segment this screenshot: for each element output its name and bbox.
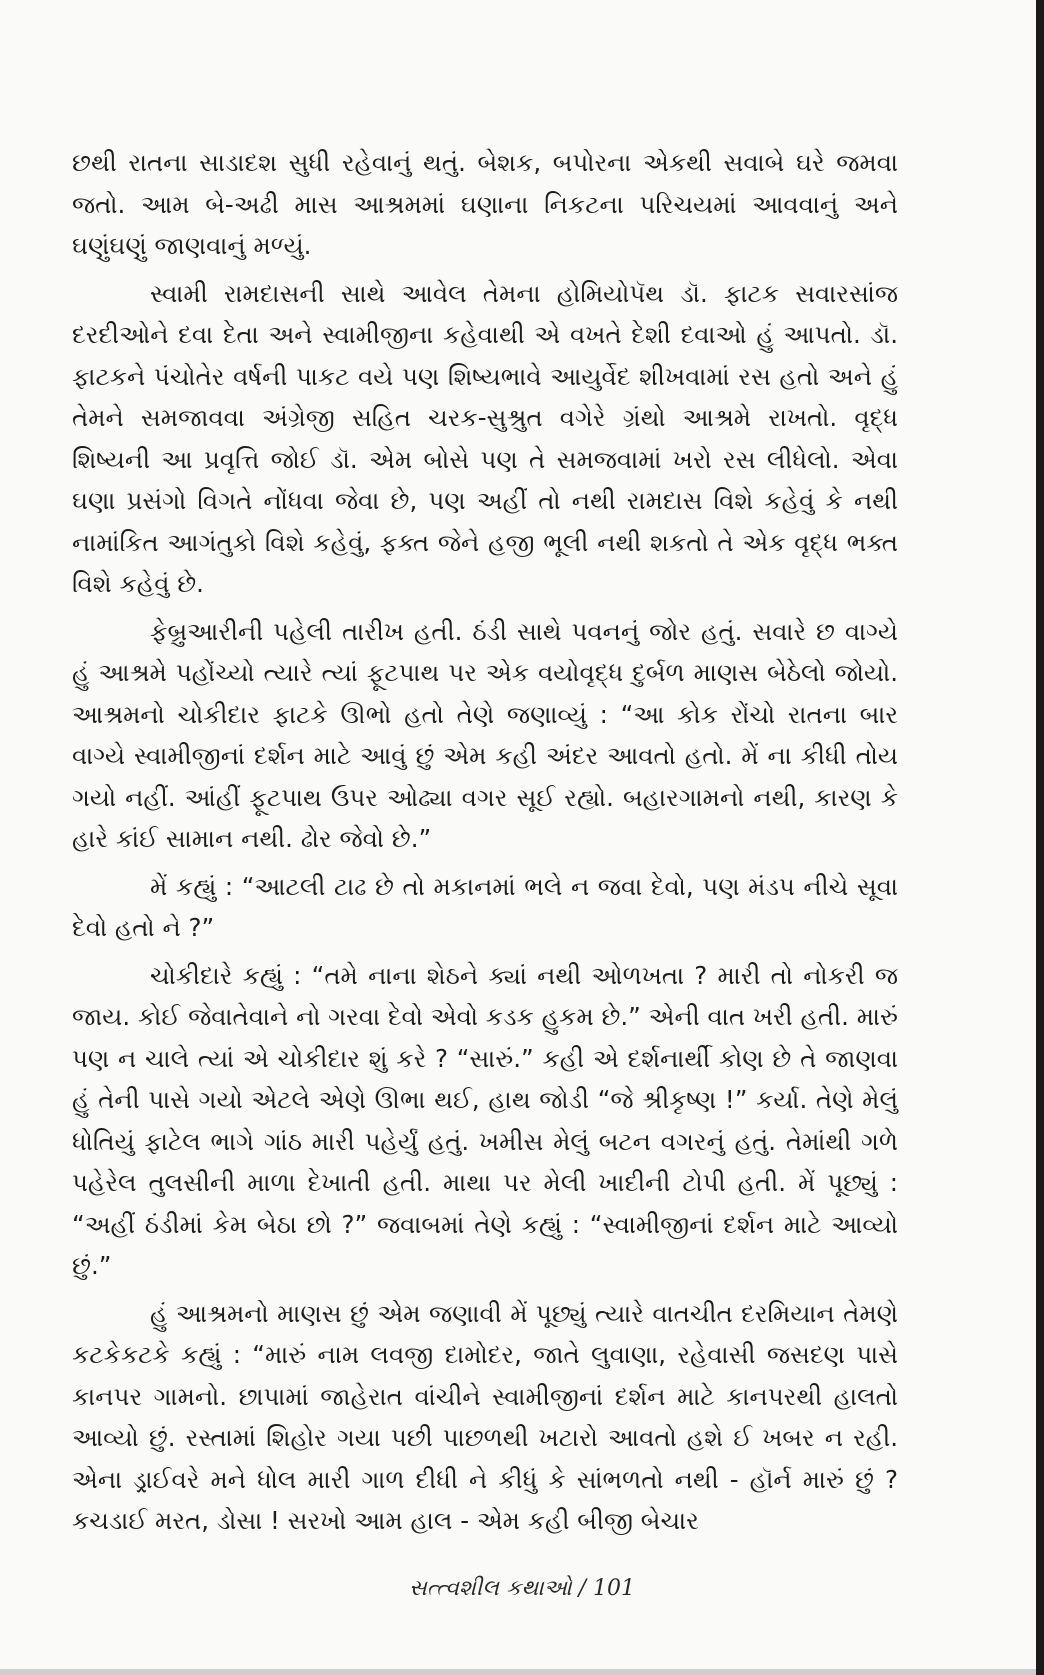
paragraph-3: ફેબ્રુઆરીની પહેલી તારીખ હતી. ઠંડી સાથે પવનનું જોર હતું. સવારે છ વાગ્યે હું આશ્રમે પહોંચ્યો ત્યારે ત્યાં ફૂટપાથ પર એક વયોવૃદ્ધ દુર્બળ માણસ બેઠેલો જોયો. આશ્રમનો ચોકીદાર ફાટકે ઊભો હતો તેણે જણાવ્યું : “આ કોક રોંચો રાતના બાર વાગ્યે સ્વામીજીનાં દર્શન માટે આવું છું એમ કહી અંદર આવતો હતો. મેં ના કીધી તોય ગયો નહીં. આંહીં ફૂટપાથ ઉપર ઓઢ્યા વગર સૂઈ રહ્યો. બહારગામનો નથી, કારણ કે હારે કાંઈ સામાન નથી. ઢોર જેવો છે.” bbox=[72, 616, 898, 853]
paragraph-4: મેં કહ્યું : “આટલી ટાઢ છે તો મકાનમાં ભલે ન જવા દેવો, પણ મંડપ નીચે સૂવા દેવો હતો ને ?” bbox=[72, 871, 898, 942]
paragraph-1: છથી રાતના સાડાદશ સુધી રહેવાનું થતું. બેશક, બપોરના એકથી સવાબે ઘરે જમવા જતો. આમ બે-અઢી માસ આશ્રમમાં ઘણાના નિકટના પરિચયમાં આવવાનું અને ઘણુંઘણું જાણવાનું મળ્યું. bbox=[72, 148, 898, 260]
page-footer: સત્ત્વશીલ કથાઓ / 101 bbox=[409, 1576, 635, 1601]
paragraph-2: સ્વામી રામદાસની સાથે આવેલ તેમના હોમિયોપૅથ ડૉ. ફાટક સવારસાંજ દરદીઓને દવા દેતા અને સ્વામીજીના કહેવાથી એ વખતે દેશી દવાઓ હું આપતો. ડૉ. ફાટકને પંચોતેર વર્ષની પાકટ વયે પણ શિષ્યભાવે આયુર્વેદ શીખવામાં રસ હતો અને હું તેમને સમજાવવા અંગ્રેજી સહિત ચરક-સુશ્રુત વગેરે ગ્રંથો આશ્રમે રાખતો. વૃદ્ધ શિષ્યની આ પ્રવૃત્તિ જોઈ ડૉ. એમ બોસે પણ તે સમજવામાં ખરો રસ લીધેલો. એવા ઘણા પ્રસંગો વિગતે નોંધવા જેવા છે, પણ અહીં તો નથી રામદાસ વિશે કહેવું કે નથી નામાંકિત આગંતુકો વિશે કહેવું, ફક્ત જેને હજી ભૂલી નથી શકતો તે એક વૃદ્ધ ભક્ત વિશે કહેવું છે. bbox=[72, 278, 898, 598]
paragraph-5: ચોકીદારે કહ્યું : “તમે નાના શેઠને ક્યાં નથી ઓળખતા ? મારી તો નોકરી જ જાય. કોઈ જેવાતેવાને નો ગરવા દેવો એવો કડક હુકમ છે.” એની વાત ખરી હતી. મારું પણ ન ચાલે ત્યાં એ ચોકીદાર શું કરે ? “સારું.” કહી એ દર્શનાર્થી કોણ છે તે જાણવા હું તેની પાસે ગયો એટલે એણે ઊભા થઈ, હાથ જોડી “જે શ્રીકૃષ્ણ !” કર્યા. તેણે મેલું ધોતિયું ફાટેલ ભાગે ગાંઠ મારી પહેર્યું હતું. ખમીસ મેલું બટન વગરનું હતું. તેમાંથી ગળે પહેરેલ તુલસીની માળા દેખાતી હતી. માથા પર મેલી ખાદીની ટોપી હતી. મેં પૂછ્યું : “અહીં ઠંડીમાં કેમ બેઠા છો ?” જવાબમાં તેણે કહ્યું : “સ્વામીજીનાં દર્શન માટે આવ્યો છું.” bbox=[72, 960, 898, 1280]
paragraph-6: હું આશ્રમનો માણસ છું એમ જણાવી મેં પૂછ્યું ત્યારે વાતચીત દરમિયાન તેમણે કટકેકટકે કહ્યું : “મારું નામ લવજી દામોદર, જાતે લુવાણા, રહેવાસી જસદણ પાસે કાનપર ગામનો. છાપામાં જાહેરાત વાંચીને સ્વામીજીનાં દર્શન માટે કાનપરથી હાલતો આવ્યો છું. રસ્તામાં શિહોર ગયા પછી પાછળથી ખટારો આવતો હશે ઈ ખબર ન રહી. એના ડ્રાઈવરે મને ધોલ મારી ગાળ દીધી ને કીધું કે સાંભળતો નથી - હૉર્ન મારું છું ? કચડાઈ મરત, ડોસા ! સરખો આમ હાલ - એમ કહી બીજી બેચાર bbox=[72, 1298, 898, 1535]
page-body-text bbox=[72, 142, 898, 1548]
